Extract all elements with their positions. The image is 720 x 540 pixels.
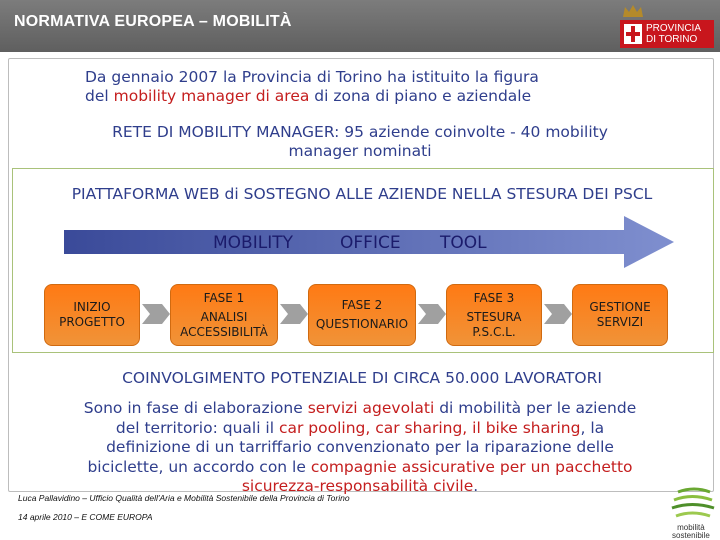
network-paragraph [40,123,680,161]
phase-1 [170,284,278,346]
services-line2 [30,419,690,439]
arrow-word-mobility: MOBILITY [213,233,293,253]
services-text: , la [580,418,605,437]
phase-2 [308,284,416,346]
services-text: biciclette, un accordo con le [87,457,311,476]
network-line2: manager nominati [288,142,432,160]
phase-end-line1: GESTIONE [589,300,651,314]
intro-text: del [85,87,114,105]
phase-start-line1: INIZIO [73,300,111,314]
phase-end-line2: SERVIZI [596,315,644,329]
intro-paragraph [85,68,685,106]
services-text: del territorio: quali il [115,418,279,437]
services-text: di mobilità per le aziende [434,399,637,417]
intro-text-end: di zona di piano e aziendale [309,87,532,105]
intro-line1: Da gennaio 2007 la Provincia di Torino ha istituito la figura [85,68,539,86]
services-highlight: sicurezza-responsabilità civile [241,477,474,495]
logo-text [646,23,701,45]
services-highlight: servizi agevolati [307,399,435,417]
chevron-right-icon [416,300,448,328]
logo-line1: PROVINCIA [646,23,702,34]
network-line1: RETE DI MOBILITY MANAGER: 95 aziende coinvolte - 40 mobility [112,123,608,141]
mobilita-logo-line2: sostenibile [672,531,710,540]
provincia-logo [612,2,716,50]
phase-3 [446,284,542,346]
cross-icon [624,24,642,44]
footer-author: Luca Pallavidino – Ufficio Qualità dell'Aria e Mobilità Sostenibile della Provincia di Torino [18,493,350,503]
platform-title: PIATTAFORMA WEB di SOSTEGNO ALLE AZIENDE NELLA STESURA DEI PSCL [71,185,653,203]
intro-line2 [85,87,685,106]
phase-start-line2: PROGETTO [59,315,125,329]
phase-3-label: FASE 3 [473,290,515,305]
phase-start [44,284,140,346]
services-highlight: car pooling, car sharing, il bike sharing [278,418,581,437]
chevron-right-icon [542,300,574,328]
phase-1-label: FASE 1 [203,290,245,305]
phase-2-label: FASE 2 [341,298,383,312]
intro-highlight: mobility manager di area [113,87,310,105]
mobilita-logo-text [672,524,710,540]
services-line3: definizione di un tarriffario convenzionato per la riparazione delle [106,438,614,456]
phase-1-line2: ACCESSIBILITÀ [180,324,268,339]
logo-line2: DI TORINO [646,34,698,45]
services-text: . [473,477,479,495]
services-highlight: compagnie assicurative per un pacchetto [310,457,633,476]
phase-3-line2: P.S.C.L. [472,324,516,339]
phase-2-line1: QUESTIONARIO [315,317,409,331]
phase-end [572,284,668,346]
crown-icon [622,4,644,18]
services-line1 [30,399,690,419]
chevron-right-icon [278,300,310,328]
page-title: NORMATIVA EUROPEA – MOBILITÀ [14,13,292,30]
arrow-word-office: OFFICE [340,233,401,253]
phase-3-line1: STESURA [466,309,522,324]
involvement-text: COINVOLGIMENTO POTENZIALE DI CIRCA 50.000 LAVORATORI [122,369,602,387]
phase-1-line1: ANALISI [200,309,248,324]
footer-date: 14 aprile 2010 – E COME EUROPA [18,512,153,522]
mobilita-logo-line1: mobilità [677,523,705,532]
chevron-right-icon [140,300,172,328]
services-paragraph [30,399,690,497]
services-text: Sono in fase di elaborazione [83,399,308,417]
services-line4 [30,458,690,478]
header-bar [0,0,720,52]
logo-badge [620,20,714,48]
arrow-word-tool: TOOL [440,233,487,253]
